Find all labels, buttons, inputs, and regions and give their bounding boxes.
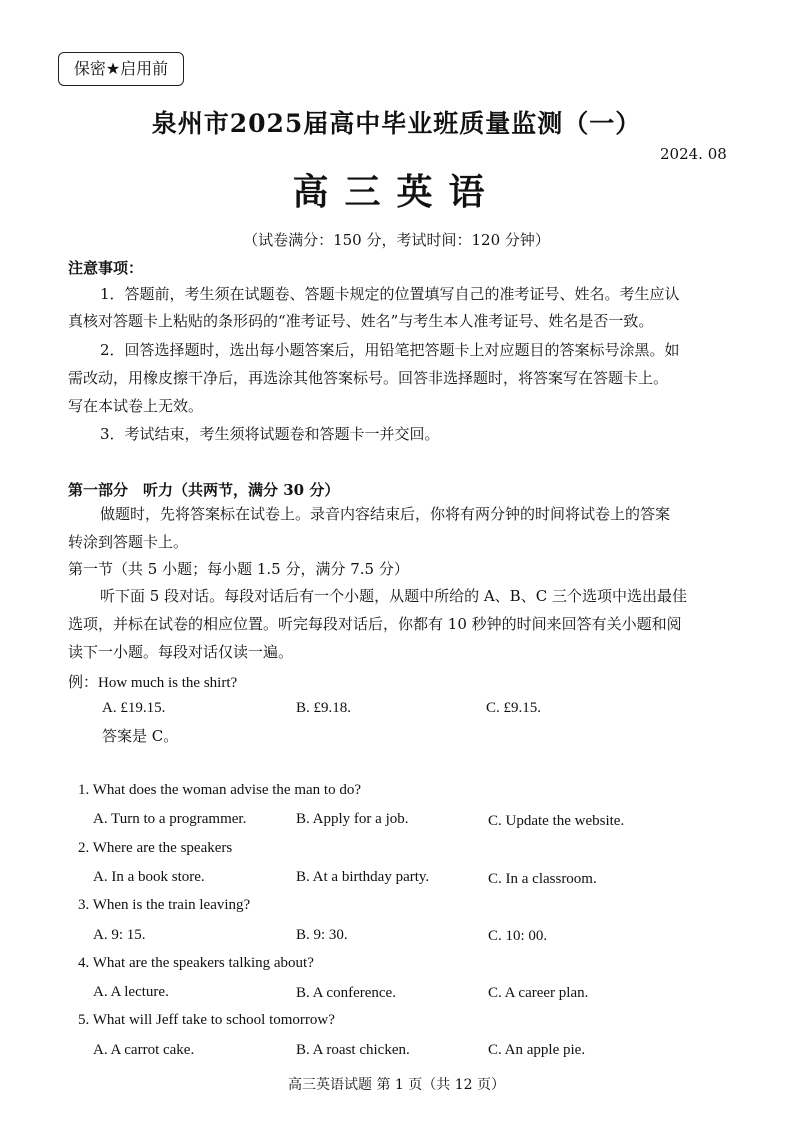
- notice-item-1-line-1: 1．答题前，考生须在试题卷、答题卡规定的位置填写自己的准考证号、姓名。考生应认: [100, 285, 680, 303]
- exam-title: 泉州市2025届高中毕业班质量监测（一）: [151, 109, 642, 138]
- part1-intro-line-1: 做题时，先将答案标在试卷上。录音内容结束后，你将有两分钟的时间将试卷上的答案: [100, 505, 671, 523]
- question-5: 5. What will Jeff take to school tomorrow?: [78, 1012, 335, 1028]
- example-option-c: C. £9.15.: [486, 700, 542, 716]
- question-4: 4. What are the speakers talking about?: [78, 955, 314, 971]
- exam-info: （试卷满分：150 分，考试时间：120 分钟）: [243, 231, 550, 249]
- subject-title: 高三英语: [292, 172, 501, 213]
- part1-intro-line-2: 转涂到答题卡上。: [68, 533, 189, 551]
- notice-heading: 注意事项：: [68, 259, 144, 277]
- question-3-option-c: C. 10: 00.: [488, 928, 548, 944]
- page-footer: 高三英语试题 第 1 页（共 12 页）: [288, 1077, 505, 1093]
- question-2-option-b: B. At a birthday party.: [296, 869, 430, 885]
- section1-line-1: 听下面 5 段对话。每段对话后有一个小题，从题中所给的 A、B、C 三个选项中选出最佳: [100, 587, 687, 605]
- question-4-option-c: C. A career plan.: [488, 985, 589, 1001]
- notice-item-3-line-1: 3．考试结束，考生须将试题卷和答题卡一并交回。: [100, 425, 440, 443]
- question-2: 2. Where are the speakers: [78, 840, 233, 856]
- question-5-option-b: B. A roast chicken.: [296, 1042, 410, 1058]
- notice-item-2-line-2: 需改动，用橡皮擦干净后，再选涂其他答案标号。回答非选择题时，将答案写在答题卡上。: [68, 369, 669, 387]
- question-1-option-b: B. Apply for a job.: [296, 811, 409, 827]
- example-option-b: B. £9.18.: [296, 700, 352, 716]
- exam-date: 2024. 08: [660, 145, 727, 163]
- question-2-option-c: C. In a classroom.: [488, 871, 597, 887]
- section1-line-2: 选项，并标在试卷的相应位置。听完每段对话后，你都有 10 秒钟的时间来回答有关小题和阅: [68, 615, 682, 633]
- question-3-option-b: B. 9: 30.: [296, 927, 348, 943]
- example-answer: 答案是 C。: [102, 727, 179, 745]
- question-4-option-a: A. A lecture.: [93, 984, 169, 1000]
- question-5-option-a: A. A carrot cake.: [93, 1042, 195, 1058]
- section1-heading: 第一节（共 5 小题；每小题 1.5 分，满分 7.5 分）: [68, 560, 409, 578]
- example-option-a: A. £19.15.: [102, 700, 166, 716]
- question-3: 3. When is the train leaving?: [78, 897, 251, 913]
- question-4-option-b: B. A conference.: [296, 985, 396, 1001]
- example-question: 例：How much is the shirt?: [68, 675, 238, 691]
- question-1-option-c: C. Update the website.: [488, 813, 625, 829]
- question-2-option-a: A. In a book store.: [93, 869, 205, 885]
- notice-item-1-line-2: 真核对答题卡上粘贴的条形码的“准考证号、姓名”与考生本人准考证号、姓名是否一致。: [68, 312, 654, 330]
- question-1-option-a: A. Turn to a programmer.: [93, 811, 247, 827]
- part1-heading: 第一部分 听力（共两节，满分 30 分）: [68, 481, 340, 499]
- confidential-stamp: 保密★启用前: [58, 52, 184, 86]
- question-5-option-c: C. An apple pie.: [488, 1042, 586, 1058]
- notice-item-2-line-3: 写在本试卷上无效。: [68, 397, 204, 415]
- question-1: 1. What does the woman advise the man to do?: [78, 782, 361, 798]
- question-3-option-a: A. 9: 15.: [93, 927, 146, 943]
- notice-item-2-line-1: 2．回答选择题时，选出每小题答案后，用铅笔把答题卡上对应题目的答案标号涂黑。如: [100, 341, 680, 359]
- section1-line-3: 读下一小题。每段对话仅读一遍。: [68, 643, 294, 661]
